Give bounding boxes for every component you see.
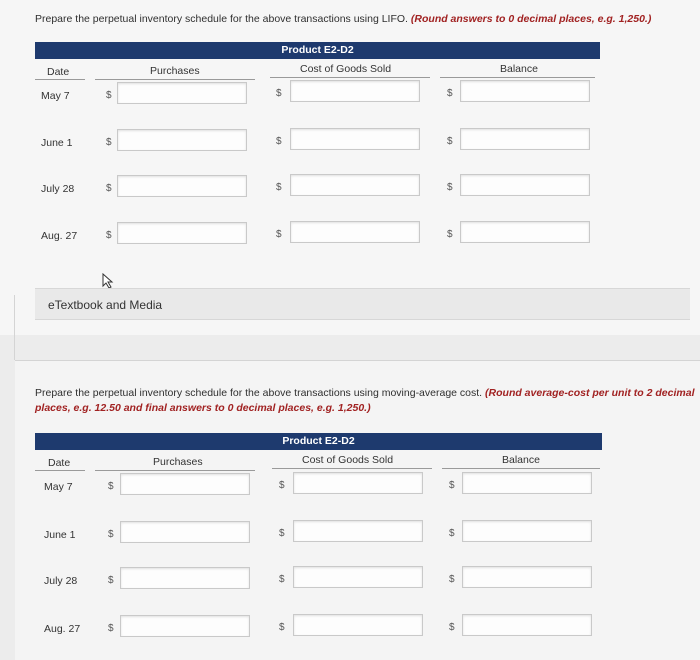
ma-instruction-text: Prepare the perpetual inventory schedule for the above transactions using moving-average cost. xyxy=(35,387,483,399)
dollar-sign: $ xyxy=(276,182,282,193)
mouse-pointer-icon xyxy=(102,273,116,289)
dollar-sign: $ xyxy=(108,575,114,586)
dollar-sign: $ xyxy=(279,622,285,633)
row-date: Aug. 27 xyxy=(41,230,78,242)
lifo-purchases-input-aug27[interactable] xyxy=(117,222,247,244)
lifo-header-rule xyxy=(440,77,595,78)
ma-header-rule xyxy=(35,470,85,471)
ma-col-purchases: Purchases xyxy=(153,456,203,468)
lifo-purchases-input-june1[interactable] xyxy=(117,129,247,151)
lifo-cogs-input-july28[interactable] xyxy=(290,174,420,196)
row-date: Aug. 27 xyxy=(44,623,81,635)
ma-instruction xyxy=(35,386,695,416)
etextbook-media-link[interactable]: eTextbook and Media xyxy=(48,298,163,312)
dollar-sign: $ xyxy=(108,481,114,492)
lifo-cogs-input-may7[interactable] xyxy=(290,80,420,102)
lifo-rounding-note: (Round answers to 0 decimal places, e.g. 1,250.) xyxy=(410,13,652,25)
ma-col-balance: Balance xyxy=(502,454,540,466)
dollar-sign: $ xyxy=(447,88,453,99)
dollar-sign: $ xyxy=(106,137,112,148)
lifo-instruction xyxy=(35,12,695,27)
ma-balance-input-aug27[interactable] xyxy=(462,614,592,636)
lifo-balance-input-aug27[interactable] xyxy=(460,221,590,243)
ma-header-rule xyxy=(442,468,600,469)
dollar-sign: $ xyxy=(279,528,285,539)
dollar-sign: $ xyxy=(449,574,455,585)
dollar-sign: $ xyxy=(276,136,282,147)
row-date: June 1 xyxy=(41,137,73,149)
ma-col-cogs: Cost of Goods Sold xyxy=(302,454,394,466)
ma-balance-input-june1[interactable] xyxy=(462,520,592,542)
lifo-col-balance: Balance xyxy=(500,63,538,75)
lifo-instruction-text: Prepare the perpetual inventory schedule for the above transactions using LIFO. xyxy=(35,13,408,25)
dollar-sign: $ xyxy=(276,88,282,99)
ma-cogs-input-aug27[interactable] xyxy=(293,614,423,636)
lifo-header-rule xyxy=(95,79,255,80)
dollar-sign: $ xyxy=(449,622,455,633)
lifo-header-rule xyxy=(35,79,85,80)
panel-divider xyxy=(14,295,15,360)
dollar-sign: $ xyxy=(276,229,282,240)
ma-purchases-input-aug27[interactable] xyxy=(120,615,250,637)
ma-purchases-input-june1[interactable] xyxy=(120,521,250,543)
dollar-sign: $ xyxy=(106,230,112,241)
lifo-col-date: Date xyxy=(47,66,70,78)
row-date: July 28 xyxy=(44,575,78,587)
ma-purchases-input-may7[interactable] xyxy=(120,473,250,495)
dollar-sign: $ xyxy=(279,574,285,585)
dollar-sign: $ xyxy=(106,90,112,101)
ma-cogs-input-may7[interactable] xyxy=(293,472,423,494)
ma-product-title: Product E2-D2 xyxy=(35,433,602,450)
dollar-sign: $ xyxy=(447,136,453,147)
lifo-cogs-input-june1[interactable] xyxy=(290,128,420,150)
dollar-sign: $ xyxy=(449,528,455,539)
dollar-sign: $ xyxy=(108,623,114,634)
lifo-col-cogs: Cost of Goods Sold xyxy=(300,63,392,75)
lifo-col-purchases: Purchases xyxy=(150,65,200,77)
dollar-sign: $ xyxy=(449,480,455,491)
lifo-balance-input-june1[interactable] xyxy=(460,128,590,150)
row-date: May 7 xyxy=(41,90,70,102)
ma-header-rule xyxy=(95,470,255,471)
ma-balance-input-may7[interactable] xyxy=(462,472,592,494)
row-date: June 1 xyxy=(44,529,76,541)
dollar-sign: $ xyxy=(106,183,112,194)
lifo-purchases-input-july28[interactable] xyxy=(117,175,247,197)
lifo-purchases-input-may7[interactable] xyxy=(117,82,247,104)
dollar-sign: $ xyxy=(447,182,453,193)
dollar-sign: $ xyxy=(447,229,453,240)
ma-cogs-input-june1[interactable] xyxy=(293,520,423,542)
ma-col-date: Date xyxy=(48,457,71,469)
row-date: May 7 xyxy=(44,481,73,493)
ma-rounding-note-2: 2 decimal places, e.g. 12.50 and final answers to 0 decimal places, e.g. 1,250.) xyxy=(35,387,695,414)
row-date: July 28 xyxy=(41,183,75,195)
dollar-sign: $ xyxy=(279,480,285,491)
lifo-cogs-input-aug27[interactable] xyxy=(290,221,420,243)
lifo-balance-input-july28[interactable] xyxy=(460,174,590,196)
ma-balance-input-july28[interactable] xyxy=(462,566,592,588)
ma-cogs-input-july28[interactable] xyxy=(293,566,423,588)
ma-purchases-input-july28[interactable] xyxy=(120,567,250,589)
dollar-sign: $ xyxy=(108,529,114,540)
lifo-header-rule xyxy=(270,77,430,78)
ma-header-rule xyxy=(272,468,432,469)
lifo-product-title: Product E2-D2 xyxy=(35,42,600,59)
lifo-balance-input-may7[interactable] xyxy=(460,80,590,102)
ma-rounding-note-1: (Round average-cost per unit to xyxy=(485,387,644,399)
